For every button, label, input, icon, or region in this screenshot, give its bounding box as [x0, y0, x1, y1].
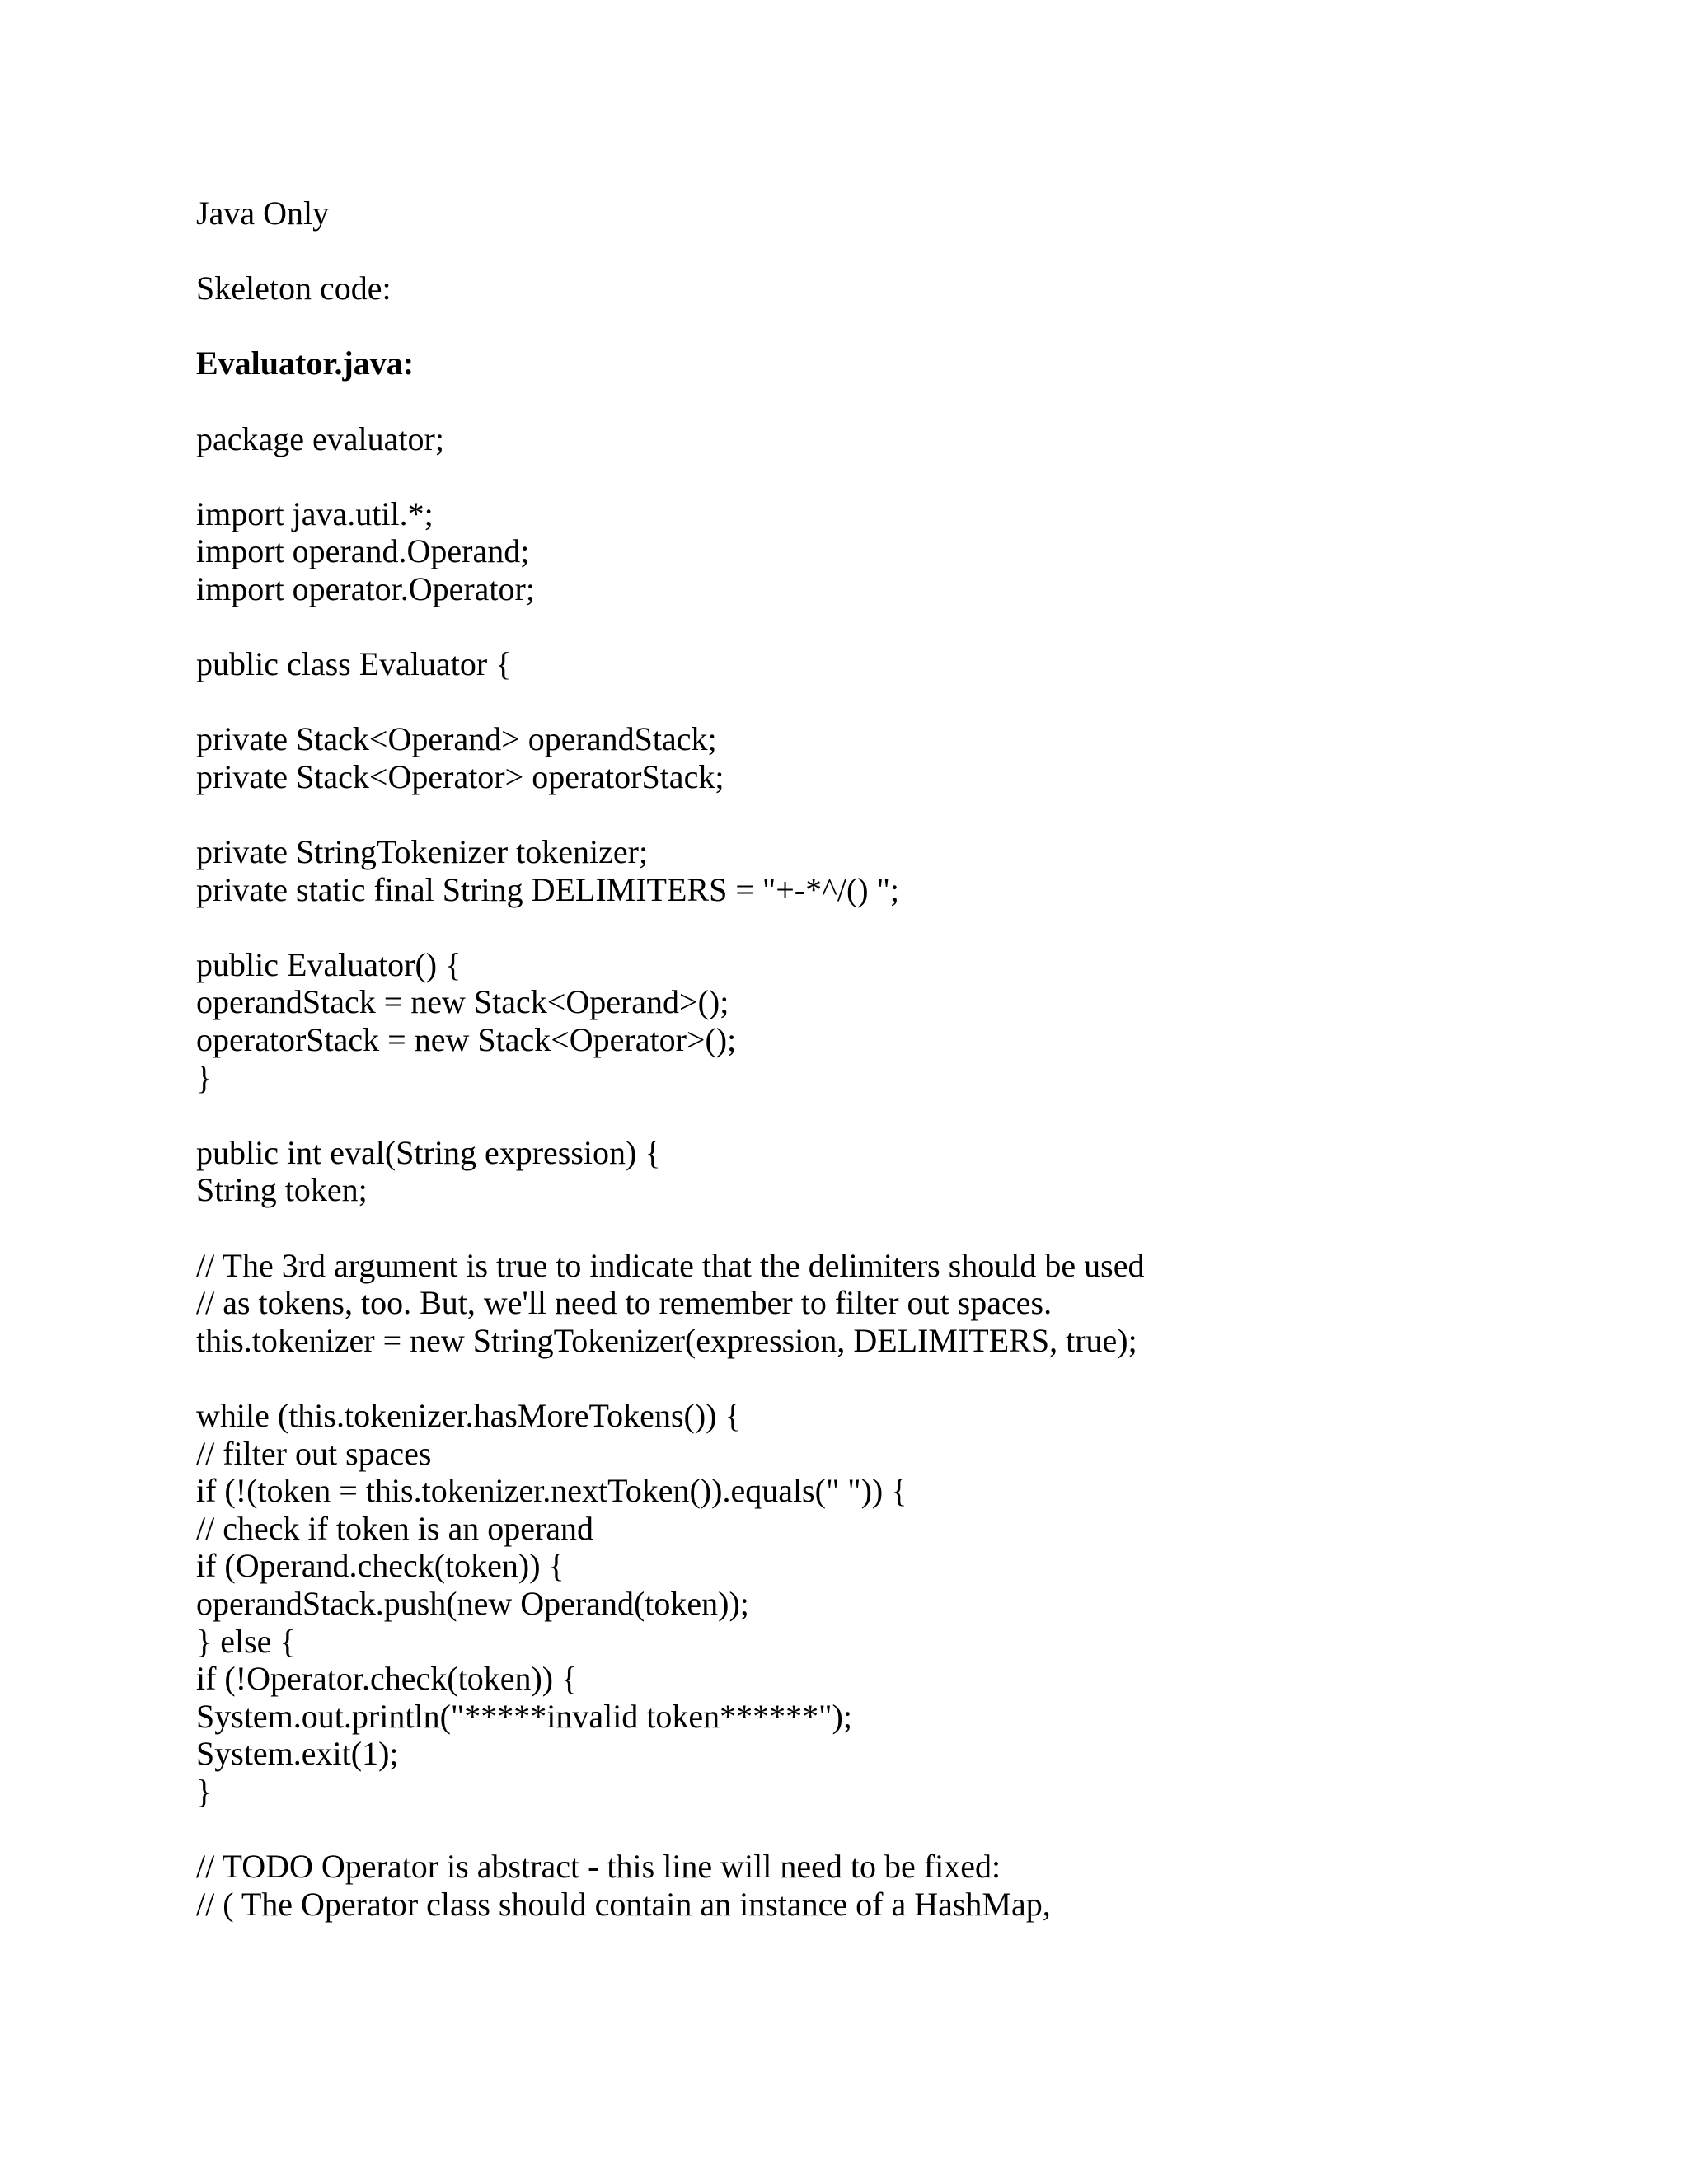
block-tokenizer-comment: [196, 1247, 1597, 1360]
code-line: import operator.Operator;: [196, 569, 535, 607]
text-line: Skeleton code:: [196, 269, 392, 307]
code-line: // filter out spaces: [196, 1434, 432, 1472]
block-class-declaration: [196, 645, 1597, 683]
code-line: // TODO Operator is abstract - this line will need to be fixed:: [196, 1848, 1001, 1886]
code-line: // as tokens, too. But, we'll need to remember to filter out spaces.: [196, 1284, 1053, 1322]
text-line: Java Only: [196, 194, 330, 232]
code-line: operandStack.push(new Operand(token));: [196, 1584, 749, 1622]
code-line: private StringTokenizer tokenizer;: [196, 833, 649, 871]
code-line: import java.util.*;: [196, 494, 434, 532]
code-line: String token;: [196, 1171, 368, 1209]
block-package: [196, 420, 1597, 458]
code-line: operandStack = new Stack<Operand>();: [196, 983, 729, 1021]
code-line: }: [196, 1772, 213, 1810]
code-line: System.out.println("*****invalid token******");: [196, 1697, 852, 1735]
code-line: if (Operand.check(token)) {: [196, 1547, 565, 1585]
block-stack-fields: [196, 720, 1597, 795]
code-line: public Evaluator() {: [196, 945, 462, 983]
code-line: this.tokenizer = new StringTokenizer(expression, DELIMITERS, true);: [196, 1321, 1137, 1359]
block-skeleton-heading: [196, 269, 1597, 307]
code-line: }: [196, 1058, 213, 1096]
block-constructor: [196, 946, 1597, 1096]
code-line: // The 3rd argument is true to indicate that the delimiters should be used: [196, 1246, 1145, 1284]
block-file-name: [196, 344, 1597, 382]
code-line: private Stack<Operand> operandStack;: [196, 720, 717, 758]
document-page: [196, 194, 1597, 1961]
code-line: // ( The Operator class should contain an instance of a HashMap,: [196, 1885, 1051, 1923]
code-line: private static final String DELIMITERS = "+-*^/() ";: [196, 870, 900, 908]
code-line: import operand.Operand;: [196, 532, 530, 570]
block-eval-signature: [196, 1134, 1597, 1209]
code-line: // check if token is an operand: [196, 1509, 594, 1547]
file-name-heading: Evaluator.java:: [196, 344, 415, 382]
block-imports: [196, 495, 1597, 608]
code-line: System.exit(1);: [196, 1735, 399, 1773]
code-line: } else {: [196, 1622, 296, 1660]
code-line: if (!(token = this.tokenizer.nextToken()).equals(" ")) {: [196, 1472, 907, 1510]
code-line: while (this.tokenizer.hasMoreTokens()) {: [196, 1397, 741, 1434]
block-title: [196, 194, 1597, 232]
block-todo-comment: [196, 1848, 1597, 1923]
code-line: if (!Operator.check(token)) {: [196, 1660, 578, 1698]
block-tokenizer-fields: [196, 833, 1597, 908]
code-line: package evaluator;: [196, 419, 444, 457]
code-line: private Stack<Operator> operatorStack;: [196, 757, 724, 795]
block-while-loop: [196, 1397, 1597, 1811]
code-line: public class Evaluator {: [196, 645, 512, 683]
code-line: public int eval(String expression) {: [196, 1133, 661, 1171]
code-line: operatorStack = new Stack<Operator>();: [196, 1021, 737, 1059]
